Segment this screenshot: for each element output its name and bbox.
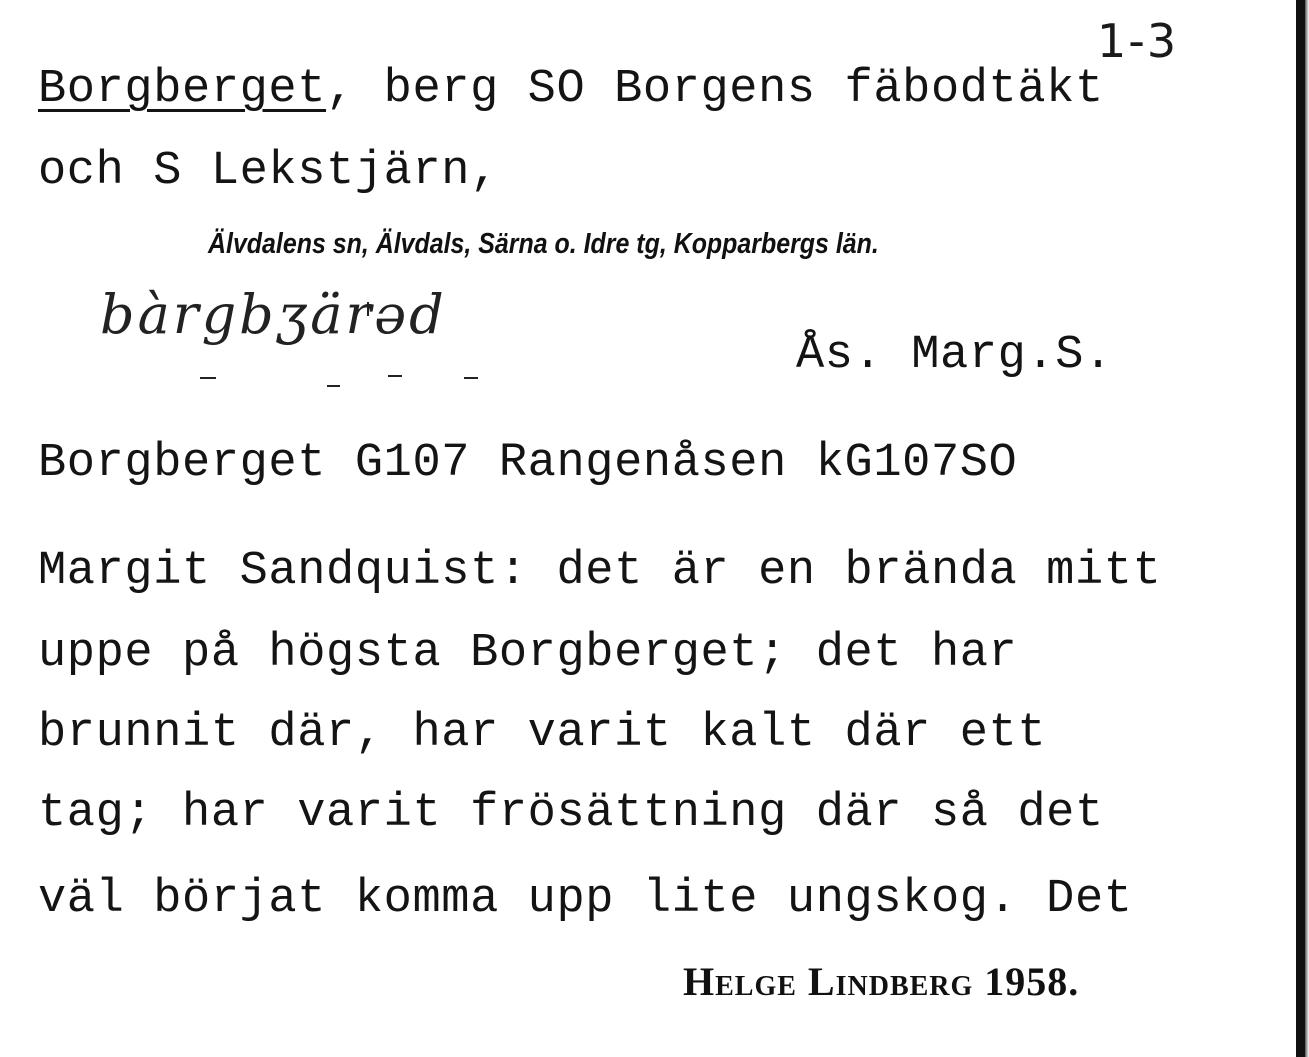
length-marks-icon xyxy=(100,283,600,408)
body-line-5: väl börjat komma upp lite ungskog. Det xyxy=(38,873,1133,926)
informant-reference: Ås. Marg.S. xyxy=(796,329,1113,382)
location-line: och S Lekstjärn, xyxy=(38,145,499,198)
headword-line xyxy=(38,63,1104,116)
card-edge xyxy=(1293,0,1309,1057)
signature: Helge Lindberg 1958. xyxy=(683,959,1080,1004)
body-line-1: Margit Sandquist: det är en brända mitt xyxy=(38,545,1162,598)
body-line-4: tag; har varit frösättning där så det xyxy=(38,787,1104,840)
body-line-3: brunnit där, har varit kalt där ett xyxy=(38,707,1047,760)
card-number: 1-3 xyxy=(1097,14,1179,68)
parish-stamp: Älvdalens sn, Älvdals, Särna o. Idre tg, Kopparbergs län. xyxy=(208,228,879,260)
pronunciation-handwritten xyxy=(100,283,600,408)
headword-description: , berg SO Borgens fäbodtäkt xyxy=(326,63,1104,116)
pronunciation-text: bàrgbʒärəd xyxy=(100,283,447,346)
headword: Borgberget xyxy=(38,63,327,116)
map-reference: Borgberget G107 Rangenåsen kG107SO xyxy=(38,437,1018,490)
body-line-2: uppe på högsta Borgberget; det har xyxy=(38,627,1018,680)
